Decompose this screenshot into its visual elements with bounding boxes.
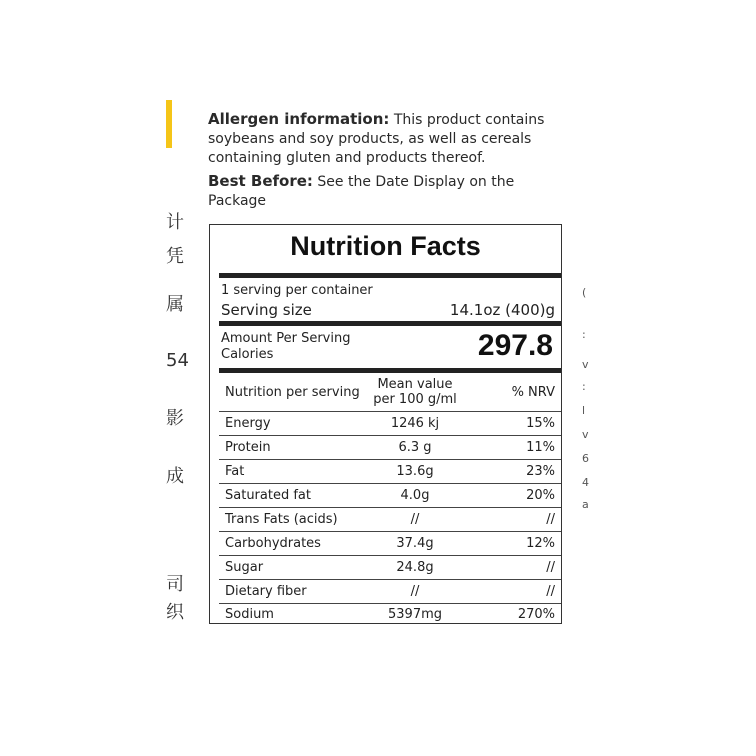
nutrient-nrv: // bbox=[546, 584, 555, 599]
nutrient-value: 5397mg bbox=[388, 607, 442, 622]
table-header-row bbox=[219, 375, 561, 409]
nutrient-nrv: // bbox=[546, 512, 555, 527]
best-before-text: See the Date Display on the Package bbox=[208, 174, 515, 209]
best-before-paragraph bbox=[208, 172, 548, 211]
nutrient-value: 1246 kj bbox=[390, 416, 440, 431]
edge-char: 影 bbox=[166, 408, 184, 429]
nutrient-value: // bbox=[410, 584, 420, 599]
edge-char: 6 bbox=[582, 452, 589, 465]
serving-size-label: Serving size bbox=[221, 301, 312, 319]
nutrient-nrv: 12% bbox=[526, 536, 555, 551]
divider-thick bbox=[219, 273, 561, 278]
yellow-edge-strip bbox=[166, 100, 172, 148]
right-edge-chars bbox=[582, 280, 592, 520]
calories-value: 297.8 bbox=[477, 329, 553, 362]
nutrient-name: Energy bbox=[225, 416, 271, 431]
nutrient-name: Sodium bbox=[225, 607, 274, 622]
header-mean-value-line2: per 100 g/ml bbox=[373, 392, 457, 407]
servings-per-container: 1 serving per container bbox=[221, 283, 373, 298]
calories-label: Calories bbox=[221, 347, 274, 362]
nutrient-value: 24.8g bbox=[396, 560, 434, 575]
edge-char: ( bbox=[582, 286, 587, 299]
edge-char: : bbox=[582, 328, 586, 341]
nutrient-nrv: 20% bbox=[526, 488, 555, 503]
nutrient-name: Trans Fats (acids) bbox=[225, 512, 338, 527]
nutrient-nrv: 11% bbox=[526, 440, 555, 455]
edge-char: 司 bbox=[166, 574, 184, 595]
nutrient-name: Protein bbox=[225, 440, 271, 455]
table-row bbox=[219, 460, 561, 484]
allergen-label: Allergen information: bbox=[208, 110, 390, 128]
allergen-paragraph bbox=[208, 110, 548, 168]
edge-char: v bbox=[582, 358, 589, 371]
header-mean-value-line1: Mean value bbox=[377, 377, 453, 392]
nutrient-name: Sugar bbox=[225, 560, 264, 575]
nutrient-value: // bbox=[410, 512, 420, 527]
nutrient-nrv: 15% bbox=[526, 416, 555, 431]
nutrient-value: 4.0g bbox=[400, 488, 430, 503]
edge-char: : bbox=[582, 380, 586, 393]
header-nutrition-per-serving: Nutrition per serving bbox=[225, 385, 360, 400]
table-row bbox=[219, 436, 561, 460]
header-mean-value bbox=[371, 377, 459, 407]
nutrient-nrv: // bbox=[546, 560, 555, 575]
edge-char: 54 bbox=[166, 350, 189, 371]
nutrient-nrv: 270% bbox=[517, 607, 555, 622]
header-nrv: % NRV bbox=[511, 385, 555, 400]
serving-size-value: 14.1oz (400)g bbox=[449, 301, 555, 319]
nutrition-facts-body bbox=[219, 273, 561, 622]
edge-char: v bbox=[582, 428, 589, 441]
table-row bbox=[219, 532, 561, 556]
divider-thick bbox=[219, 368, 561, 373]
table-row bbox=[219, 556, 561, 580]
edge-char: 织 bbox=[166, 602, 184, 623]
nutrient-name: Dietary fiber bbox=[225, 584, 307, 599]
table-row bbox=[219, 603, 561, 627]
amount-per-serving: Amount Per Serving bbox=[221, 331, 351, 346]
edge-char: 成 bbox=[166, 466, 184, 487]
divider-thick bbox=[219, 321, 561, 326]
nutrient-name: Carbohydrates bbox=[225, 536, 321, 551]
edge-char: 凭 bbox=[166, 246, 184, 267]
info-text-block bbox=[208, 110, 548, 215]
nutrient-value: 37.4g bbox=[396, 536, 434, 551]
best-before-label: Best Before: bbox=[208, 172, 313, 190]
edge-char: a bbox=[582, 498, 589, 511]
nutrient-value: 13.6g bbox=[396, 464, 434, 479]
nutrient-nrv: 23% bbox=[526, 464, 555, 479]
edge-char: 4 bbox=[582, 476, 589, 489]
left-edge-chars bbox=[166, 200, 188, 630]
allergen-text: This product contains soybeans and soy products, as well as cereals containing gluten and products thereof. bbox=[208, 112, 545, 166]
edge-char: l bbox=[582, 404, 586, 417]
nutrient-name: Saturated fat bbox=[225, 488, 311, 503]
table-row bbox=[219, 484, 561, 508]
table-row bbox=[219, 412, 561, 436]
nutrition-facts-title: Nutrition Facts bbox=[290, 231, 481, 261]
edge-char: 计 bbox=[166, 212, 184, 233]
table-row bbox=[219, 508, 561, 532]
table-row bbox=[219, 580, 561, 604]
nutrient-value: 6.3 g bbox=[398, 440, 432, 455]
edge-char: 属 bbox=[166, 294, 184, 315]
nutrition-facts-panel bbox=[209, 224, 562, 624]
nutrient-name: Fat bbox=[225, 464, 245, 479]
